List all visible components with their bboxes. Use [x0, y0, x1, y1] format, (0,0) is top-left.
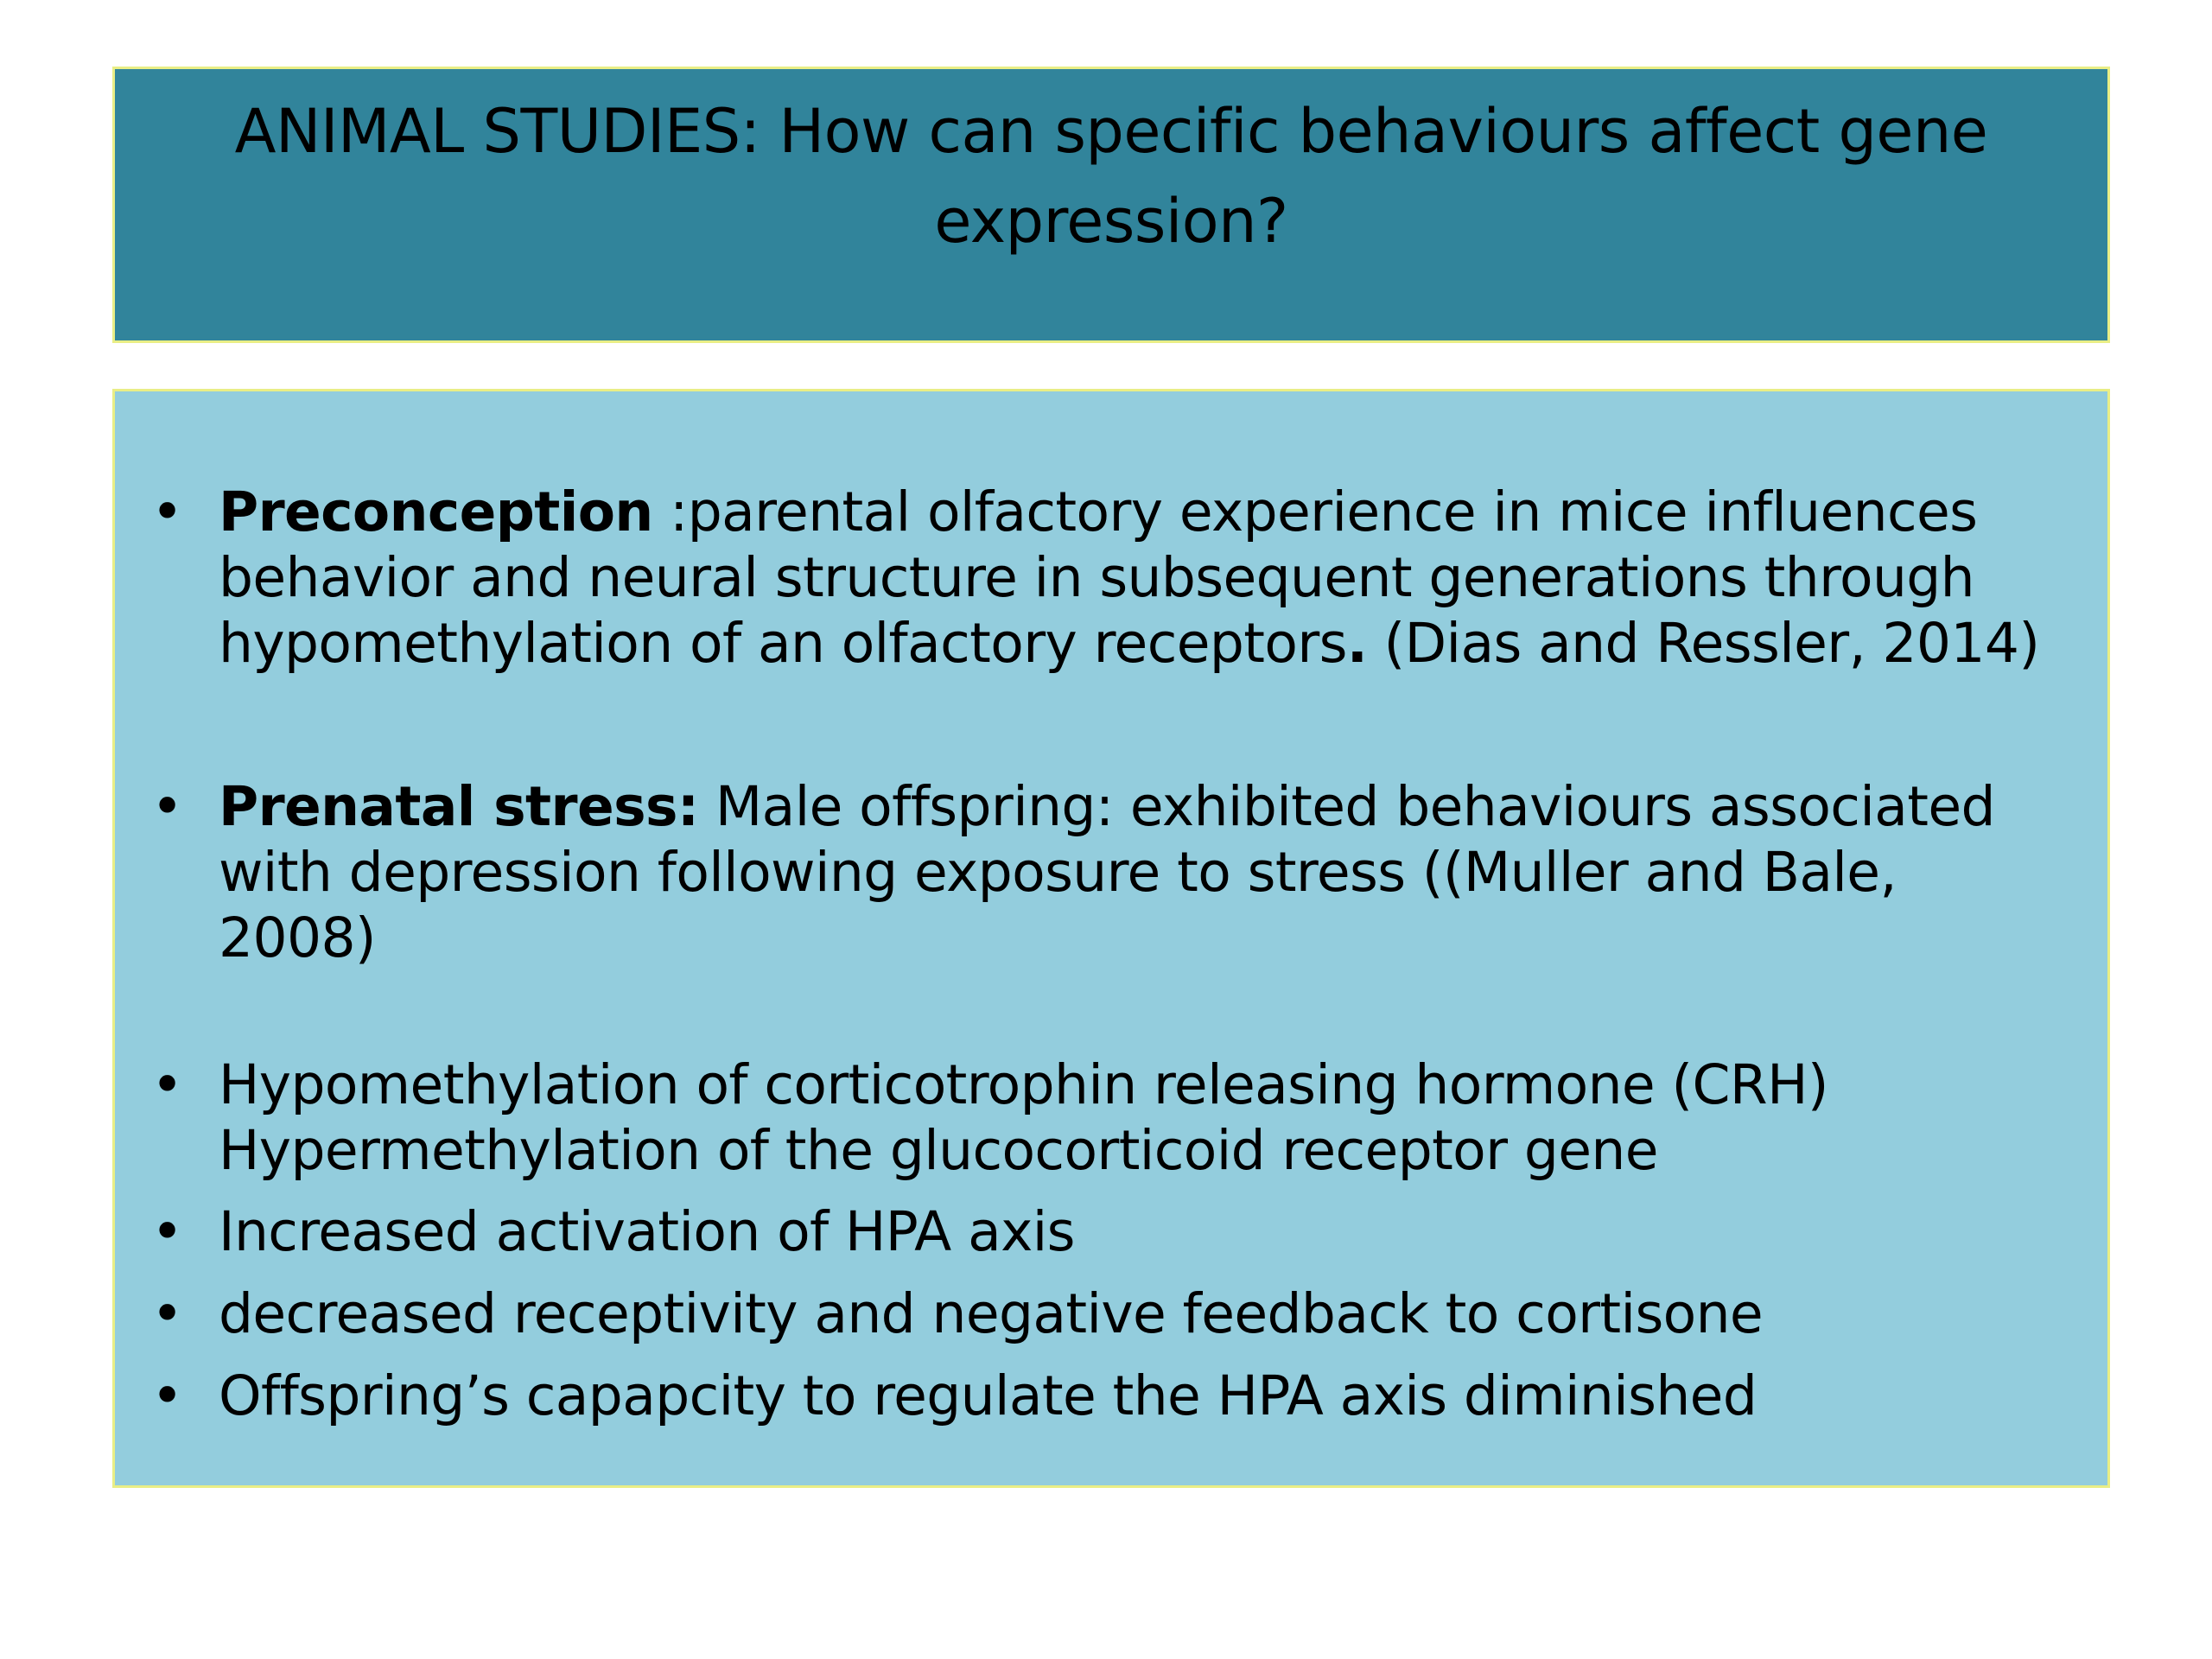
bullet-dot: • — [151, 1364, 183, 1427]
bullet-line — [219, 774, 2102, 840]
title-box — [112, 67, 2110, 343]
bullet-text-bold-period: . — [1346, 612, 1368, 675]
bullet-line — [219, 480, 2102, 545]
bullet-preconception — [151, 480, 2102, 677]
bullet-text: hypomethylation of an olfactory receptors — [219, 612, 1347, 675]
bullet-dot: • — [151, 1200, 183, 1263]
slide-title-line-1: ANIMAL STUDIES: How can specific behaviours affect gene — [234, 96, 1988, 167]
bullet-line: Hypermethylation of the glucocorticoid receptor gene — [219, 1119, 1658, 1182]
bullet-prenatal-stress — [151, 774, 2102, 971]
bullet-line: with depression following exposure to stress ((Muller and Bale, — [219, 841, 1897, 904]
bullet-label: Prenatal stress: — [219, 775, 699, 838]
bullet-line: Offspring’s capapcity to regulate the HPA axis diminished — [219, 1364, 1758, 1427]
bullet-line — [219, 611, 2102, 677]
bullet-line: Increased activation of HPA axis — [219, 1200, 1075, 1263]
content-box — [112, 389, 2110, 1488]
bullet-receptivity — [151, 1281, 2102, 1347]
bullet-hpa-regulation — [151, 1363, 2102, 1429]
bullet-dot: • — [151, 1282, 183, 1345]
bullet-hpa-activation — [151, 1199, 2102, 1265]
bullet-line: Hypomethylation of corticotrophin releasing hormone (CRH) — [219, 1053, 1828, 1116]
bullet-text: (Dias and Ressler, 2014) — [1367, 612, 2040, 675]
bullet-dot: • — [151, 775, 183, 838]
bullet-label: Preconception — [219, 480, 653, 543]
bullet-methylation — [151, 1052, 2102, 1184]
slide-title — [167, 86, 2056, 266]
bullet-dot: • — [151, 1053, 183, 1116]
bullet-line: 2008) — [219, 906, 376, 969]
bullet-text: :parental olfactory experience in mice influences — [652, 480, 1978, 543]
bullet-dot: • — [151, 480, 183, 543]
bullet-line: decreased receptivity and negative feedback to cortisone — [219, 1282, 1764, 1345]
bullet-line: behavior and neural structure in subsequent generations through — [219, 546, 1975, 609]
slide-title-line-2: expression? — [934, 186, 1288, 257]
bullet-text: Male offspring: exhibited behaviours associated — [698, 775, 1995, 838]
